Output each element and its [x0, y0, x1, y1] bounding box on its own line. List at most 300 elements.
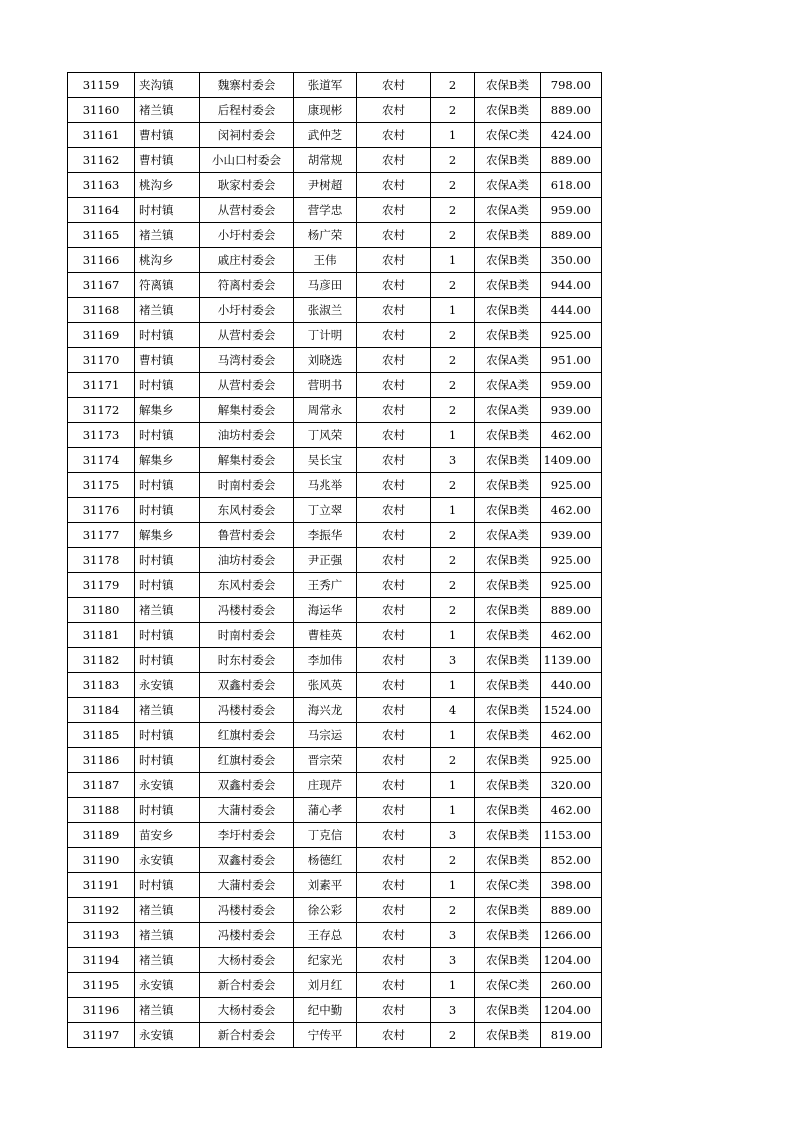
person-count-cell: 2 — [431, 523, 475, 548]
amount-cell: 889.00 — [541, 148, 602, 173]
name-cell: 徐公彩 — [294, 898, 357, 923]
household-type-cell: 农村 — [357, 473, 431, 498]
name-cell: 海运华 — [294, 598, 357, 623]
village-committee-cell: 油坊村委会 — [200, 423, 294, 448]
table-row — [68, 523, 602, 548]
household-type-cell: 农村 — [357, 573, 431, 598]
person-count-cell: 1 — [431, 248, 475, 273]
town-cell: 褚兰镇 — [135, 698, 200, 723]
household-type-cell: 农村 — [357, 648, 431, 673]
insurance-category-cell: 农保B类 — [475, 548, 541, 573]
village-committee-cell: 冯楼村委会 — [200, 898, 294, 923]
person-count-cell: 2 — [431, 73, 475, 98]
household-type-cell: 农村 — [357, 798, 431, 823]
person-count-cell: 2 — [431, 348, 475, 373]
name-cell: 丁计明 — [294, 323, 357, 348]
amount-cell: 944.00 — [541, 273, 602, 298]
table-row — [68, 398, 602, 423]
table-row — [68, 723, 602, 748]
person-count-cell: 2 — [431, 98, 475, 123]
household-type-cell: 农村 — [357, 748, 431, 773]
person-count-cell: 3 — [431, 948, 475, 973]
record-id-cell: 31165 — [68, 223, 135, 248]
person-count-cell: 2 — [431, 373, 475, 398]
record-id-cell: 31179 — [68, 573, 135, 598]
relief-records-table — [67, 72, 602, 1048]
amount-cell: 925.00 — [541, 548, 602, 573]
name-cell: 营明书 — [294, 373, 357, 398]
village-committee-cell: 从营村委会 — [200, 198, 294, 223]
village-committee-cell: 后程村委会 — [200, 98, 294, 123]
name-cell: 杨广荣 — [294, 223, 357, 248]
person-count-cell: 2 — [431, 598, 475, 623]
village-committee-cell: 红旗村委会 — [200, 748, 294, 773]
insurance-category-cell: 农保B类 — [475, 848, 541, 873]
table-row — [68, 423, 602, 448]
insurance-category-cell: 农保B类 — [475, 1023, 541, 1048]
record-id-cell: 31161 — [68, 123, 135, 148]
town-cell: 解集乡 — [135, 398, 200, 423]
person-count-cell: 1 — [431, 423, 475, 448]
household-type-cell: 农村 — [357, 198, 431, 223]
table-row — [68, 223, 602, 248]
name-cell: 马宗运 — [294, 723, 357, 748]
insurance-category-cell: 农保C类 — [475, 123, 541, 148]
town-cell: 符离镇 — [135, 273, 200, 298]
name-cell: 张淑兰 — [294, 298, 357, 323]
person-count-cell: 2 — [431, 198, 475, 223]
insurance-category-cell: 农保A类 — [475, 398, 541, 423]
table-row — [68, 248, 602, 273]
town-cell: 褚兰镇 — [135, 98, 200, 123]
town-cell: 时村镇 — [135, 573, 200, 598]
amount-cell: 1204.00 — [541, 948, 602, 973]
table-row — [68, 98, 602, 123]
town-cell: 永安镇 — [135, 973, 200, 998]
record-id-cell: 31164 — [68, 198, 135, 223]
household-type-cell: 农村 — [357, 123, 431, 148]
insurance-category-cell: 农保B类 — [475, 748, 541, 773]
table-row — [68, 1023, 602, 1048]
table-row — [68, 348, 602, 373]
person-count-cell: 2 — [431, 573, 475, 598]
village-committee-cell: 从营村委会 — [200, 323, 294, 348]
record-id-cell: 31160 — [68, 98, 135, 123]
person-count-cell: 2 — [431, 473, 475, 498]
village-committee-cell: 冯楼村委会 — [200, 923, 294, 948]
village-committee-cell: 新合村委会 — [200, 973, 294, 998]
name-cell: 周常永 — [294, 398, 357, 423]
town-cell: 曹村镇 — [135, 123, 200, 148]
amount-cell: 889.00 — [541, 898, 602, 923]
village-committee-cell: 马湾村委会 — [200, 348, 294, 373]
name-cell: 尹树超 — [294, 173, 357, 198]
table-row — [68, 73, 602, 98]
village-committee-cell: 大蒲村委会 — [200, 873, 294, 898]
record-id-cell: 31175 — [68, 473, 135, 498]
table-row — [68, 298, 602, 323]
town-cell: 永安镇 — [135, 773, 200, 798]
amount-cell: 1524.00 — [541, 698, 602, 723]
insurance-category-cell: 农保C类 — [475, 873, 541, 898]
name-cell: 杨德红 — [294, 848, 357, 873]
name-cell: 刘月红 — [294, 973, 357, 998]
record-id-cell: 31172 — [68, 398, 135, 423]
village-committee-cell: 大杨村委会 — [200, 998, 294, 1023]
name-cell: 刘晓选 — [294, 348, 357, 373]
person-count-cell: 2 — [431, 398, 475, 423]
town-cell: 解集乡 — [135, 523, 200, 548]
record-id-cell: 31184 — [68, 698, 135, 723]
person-count-cell: 1 — [431, 873, 475, 898]
insurance-category-cell: 农保B类 — [475, 648, 541, 673]
insurance-category-cell: 农保B类 — [475, 598, 541, 623]
name-cell: 李加伟 — [294, 648, 357, 673]
village-committee-cell: 时南村委会 — [200, 473, 294, 498]
person-count-cell: 4 — [431, 698, 475, 723]
amount-cell: 1153.00 — [541, 823, 602, 848]
town-cell: 永安镇 — [135, 1023, 200, 1048]
name-cell: 海兴龙 — [294, 698, 357, 723]
record-id-cell: 31167 — [68, 273, 135, 298]
town-cell: 时村镇 — [135, 473, 200, 498]
village-committee-cell: 时南村委会 — [200, 623, 294, 648]
village-committee-cell: 闵祠村委会 — [200, 123, 294, 148]
insurance-category-cell: 农保B类 — [475, 148, 541, 173]
town-cell: 夹沟镇 — [135, 73, 200, 98]
village-committee-cell: 大蒲村委会 — [200, 798, 294, 823]
insurance-category-cell: 农保B类 — [475, 73, 541, 98]
amount-cell: 889.00 — [541, 98, 602, 123]
table-row — [68, 498, 602, 523]
person-count-cell: 1 — [431, 673, 475, 698]
insurance-category-cell: 农保B类 — [475, 948, 541, 973]
record-id-cell: 31181 — [68, 623, 135, 648]
person-count-cell: 2 — [431, 173, 475, 198]
household-type-cell: 农村 — [357, 948, 431, 973]
village-committee-cell: 双鑫村委会 — [200, 773, 294, 798]
record-id-cell: 31166 — [68, 248, 135, 273]
insurance-category-cell: 农保B类 — [475, 498, 541, 523]
insurance-category-cell: 农保A类 — [475, 373, 541, 398]
name-cell: 王存总 — [294, 923, 357, 948]
table-row — [68, 548, 602, 573]
amount-cell: 951.00 — [541, 348, 602, 373]
name-cell: 康现彬 — [294, 98, 357, 123]
amount-cell: 925.00 — [541, 573, 602, 598]
village-committee-cell: 油坊村委会 — [200, 548, 294, 573]
town-cell: 时村镇 — [135, 748, 200, 773]
table-row — [68, 873, 602, 898]
person-count-cell: 2 — [431, 748, 475, 773]
household-type-cell: 农村 — [357, 373, 431, 398]
record-id-cell: 31195 — [68, 973, 135, 998]
insurance-category-cell: 农保B类 — [475, 698, 541, 723]
person-count-cell: 2 — [431, 223, 475, 248]
household-type-cell: 农村 — [357, 873, 431, 898]
household-type-cell: 农村 — [357, 723, 431, 748]
person-count-cell: 1 — [431, 298, 475, 323]
town-cell: 时村镇 — [135, 798, 200, 823]
person-count-cell: 1 — [431, 498, 475, 523]
name-cell: 王秀广 — [294, 573, 357, 598]
insurance-category-cell: 农保B类 — [475, 298, 541, 323]
record-id-cell: 31174 — [68, 448, 135, 473]
village-committee-cell: 冯楼村委会 — [200, 698, 294, 723]
amount-cell: 618.00 — [541, 173, 602, 198]
table-row — [68, 148, 602, 173]
amount-cell: 260.00 — [541, 973, 602, 998]
record-id-cell: 31173 — [68, 423, 135, 448]
insurance-category-cell: 农保B类 — [475, 323, 541, 348]
amount-cell: 959.00 — [541, 373, 602, 398]
table-row — [68, 573, 602, 598]
table-row — [68, 123, 602, 148]
name-cell: 宁传平 — [294, 1023, 357, 1048]
amount-cell: 440.00 — [541, 673, 602, 698]
table-row — [68, 273, 602, 298]
amount-cell: 398.00 — [541, 873, 602, 898]
village-committee-cell: 从营村委会 — [200, 373, 294, 398]
town-cell: 桃沟乡 — [135, 173, 200, 198]
table-row — [68, 448, 602, 473]
table-row — [68, 823, 602, 848]
record-id-cell: 31177 — [68, 523, 135, 548]
name-cell: 马彦田 — [294, 273, 357, 298]
household-type-cell: 农村 — [357, 698, 431, 723]
town-cell: 褚兰镇 — [135, 948, 200, 973]
record-id-cell: 31190 — [68, 848, 135, 873]
village-committee-cell: 大杨村委会 — [200, 948, 294, 973]
record-id-cell: 31185 — [68, 723, 135, 748]
record-id-cell: 31182 — [68, 648, 135, 673]
town-cell: 桃沟乡 — [135, 248, 200, 273]
insurance-category-cell: 农保A类 — [475, 348, 541, 373]
insurance-category-cell: 农保A类 — [475, 523, 541, 548]
amount-cell: 1409.00 — [541, 448, 602, 473]
table-row — [68, 648, 602, 673]
town-cell: 时村镇 — [135, 498, 200, 523]
amount-cell: 889.00 — [541, 223, 602, 248]
village-committee-cell: 冯楼村委会 — [200, 598, 294, 623]
name-cell: 纪家光 — [294, 948, 357, 973]
household-type-cell: 农村 — [357, 673, 431, 698]
insurance-category-cell: 农保B类 — [475, 223, 541, 248]
person-count-cell: 2 — [431, 548, 475, 573]
insurance-category-cell: 农保B类 — [475, 248, 541, 273]
table-row — [68, 998, 602, 1023]
village-committee-cell: 双鑫村委会 — [200, 673, 294, 698]
table-row — [68, 948, 602, 973]
person-count-cell: 1 — [431, 798, 475, 823]
table-row — [68, 323, 602, 348]
table-body — [68, 73, 602, 1048]
amount-cell: 925.00 — [541, 473, 602, 498]
town-cell: 时村镇 — [135, 623, 200, 648]
table-row — [68, 198, 602, 223]
insurance-category-cell: 农保B类 — [475, 898, 541, 923]
person-count-cell: 2 — [431, 273, 475, 298]
name-cell: 张风英 — [294, 673, 357, 698]
record-id-cell: 31176 — [68, 498, 135, 523]
person-count-cell: 1 — [431, 623, 475, 648]
record-id-cell: 31159 — [68, 73, 135, 98]
household-type-cell: 农村 — [357, 223, 431, 248]
record-id-cell: 31170 — [68, 348, 135, 373]
person-count-cell: 2 — [431, 323, 475, 348]
town-cell: 褚兰镇 — [135, 998, 200, 1023]
household-type-cell: 农村 — [357, 448, 431, 473]
town-cell: 褚兰镇 — [135, 598, 200, 623]
name-cell: 马兆举 — [294, 473, 357, 498]
table-row — [68, 898, 602, 923]
insurance-category-cell: 农保B类 — [475, 798, 541, 823]
name-cell: 纪中勤 — [294, 998, 357, 1023]
household-type-cell: 农村 — [357, 98, 431, 123]
household-type-cell: 农村 — [357, 348, 431, 373]
table-row — [68, 848, 602, 873]
record-id-cell: 31197 — [68, 1023, 135, 1048]
village-committee-cell: 东风村委会 — [200, 498, 294, 523]
name-cell: 营学忠 — [294, 198, 357, 223]
table-row — [68, 748, 602, 773]
name-cell: 蒲心孝 — [294, 798, 357, 823]
insurance-category-cell: 农保B类 — [475, 623, 541, 648]
insurance-category-cell: 农保B类 — [475, 998, 541, 1023]
record-id-cell: 31188 — [68, 798, 135, 823]
name-cell: 李振华 — [294, 523, 357, 548]
amount-cell: 462.00 — [541, 723, 602, 748]
person-count-cell: 1 — [431, 773, 475, 798]
village-committee-cell: 红旗村委会 — [200, 723, 294, 748]
person-count-cell: 1 — [431, 723, 475, 748]
household-type-cell: 农村 — [357, 1023, 431, 1048]
household-type-cell: 农村 — [357, 498, 431, 523]
name-cell: 丁风荣 — [294, 423, 357, 448]
insurance-category-cell: 农保A类 — [475, 173, 541, 198]
table-row — [68, 798, 602, 823]
town-cell: 时村镇 — [135, 198, 200, 223]
name-cell: 尹正强 — [294, 548, 357, 573]
village-committee-cell: 魏寨村委会 — [200, 73, 294, 98]
name-cell: 王伟 — [294, 248, 357, 273]
town-cell: 时村镇 — [135, 323, 200, 348]
amount-cell: 798.00 — [541, 73, 602, 98]
town-cell: 解集乡 — [135, 448, 200, 473]
record-id-cell: 31189 — [68, 823, 135, 848]
person-count-cell: 2 — [431, 898, 475, 923]
person-count-cell: 3 — [431, 823, 475, 848]
table-row — [68, 673, 602, 698]
town-cell: 褚兰镇 — [135, 223, 200, 248]
insurance-category-cell: 农保B类 — [475, 673, 541, 698]
village-committee-cell: 戚庄村委会 — [200, 248, 294, 273]
town-cell: 时村镇 — [135, 548, 200, 573]
town-cell: 曹村镇 — [135, 348, 200, 373]
town-cell: 时村镇 — [135, 873, 200, 898]
town-cell: 苗安乡 — [135, 823, 200, 848]
insurance-category-cell: 农保B类 — [475, 723, 541, 748]
person-count-cell: 3 — [431, 923, 475, 948]
record-id-cell: 31186 — [68, 748, 135, 773]
name-cell: 刘素平 — [294, 873, 357, 898]
person-count-cell: 3 — [431, 998, 475, 1023]
amount-cell: 320.00 — [541, 773, 602, 798]
town-cell: 褚兰镇 — [135, 898, 200, 923]
record-id-cell: 31191 — [68, 873, 135, 898]
record-id-cell: 31180 — [68, 598, 135, 623]
record-id-cell: 31163 — [68, 173, 135, 198]
record-id-cell: 31168 — [68, 298, 135, 323]
household-type-cell: 农村 — [357, 898, 431, 923]
household-type-cell: 农村 — [357, 523, 431, 548]
village-committee-cell: 东风村委会 — [200, 573, 294, 598]
name-cell: 丁立翠 — [294, 498, 357, 523]
insurance-category-cell: 农保B类 — [475, 823, 541, 848]
amount-cell: 939.00 — [541, 523, 602, 548]
household-type-cell: 农村 — [357, 273, 431, 298]
name-cell: 丁克信 — [294, 823, 357, 848]
village-committee-cell: 小圩村委会 — [200, 298, 294, 323]
household-type-cell: 农村 — [357, 298, 431, 323]
household-type-cell: 农村 — [357, 548, 431, 573]
household-type-cell: 农村 — [357, 598, 431, 623]
household-type-cell: 农村 — [357, 998, 431, 1023]
table-row — [68, 923, 602, 948]
village-committee-cell: 解集村委会 — [200, 448, 294, 473]
village-committee-cell: 新合村委会 — [200, 1023, 294, 1048]
amount-cell: 939.00 — [541, 398, 602, 423]
table-row — [68, 973, 602, 998]
town-cell: 永安镇 — [135, 673, 200, 698]
amount-cell: 1266.00 — [541, 923, 602, 948]
amount-cell: 1204.00 — [541, 998, 602, 1023]
person-count-cell: 3 — [431, 648, 475, 673]
household-type-cell: 农村 — [357, 398, 431, 423]
household-type-cell: 农村 — [357, 773, 431, 798]
name-cell: 晋宗荣 — [294, 748, 357, 773]
town-cell: 时村镇 — [135, 423, 200, 448]
village-committee-cell: 解集村委会 — [200, 398, 294, 423]
amount-cell: 462.00 — [541, 623, 602, 648]
town-cell: 褚兰镇 — [135, 923, 200, 948]
insurance-category-cell: 农保B类 — [475, 98, 541, 123]
amount-cell: 959.00 — [541, 198, 602, 223]
village-committee-cell: 小山口村委会 — [200, 148, 294, 173]
town-cell: 曹村镇 — [135, 148, 200, 173]
insurance-category-cell: 农保B类 — [475, 923, 541, 948]
village-committee-cell: 耿家村委会 — [200, 173, 294, 198]
person-count-cell: 1 — [431, 123, 475, 148]
village-committee-cell: 小圩村委会 — [200, 223, 294, 248]
village-committee-cell: 时东村委会 — [200, 648, 294, 673]
record-id-cell: 31192 — [68, 898, 135, 923]
record-id-cell: 31196 — [68, 998, 135, 1023]
insurance-category-cell: 农保B类 — [475, 423, 541, 448]
record-id-cell: 31162 — [68, 148, 135, 173]
household-type-cell: 农村 — [357, 148, 431, 173]
household-type-cell: 农村 — [357, 923, 431, 948]
household-type-cell: 农村 — [357, 423, 431, 448]
household-type-cell: 农村 — [357, 323, 431, 348]
insurance-category-cell: 农保B类 — [475, 448, 541, 473]
household-type-cell: 农村 — [357, 623, 431, 648]
record-id-cell: 31193 — [68, 923, 135, 948]
record-id-cell: 31183 — [68, 673, 135, 698]
amount-cell: 424.00 — [541, 123, 602, 148]
amount-cell: 852.00 — [541, 848, 602, 873]
table-row — [68, 773, 602, 798]
